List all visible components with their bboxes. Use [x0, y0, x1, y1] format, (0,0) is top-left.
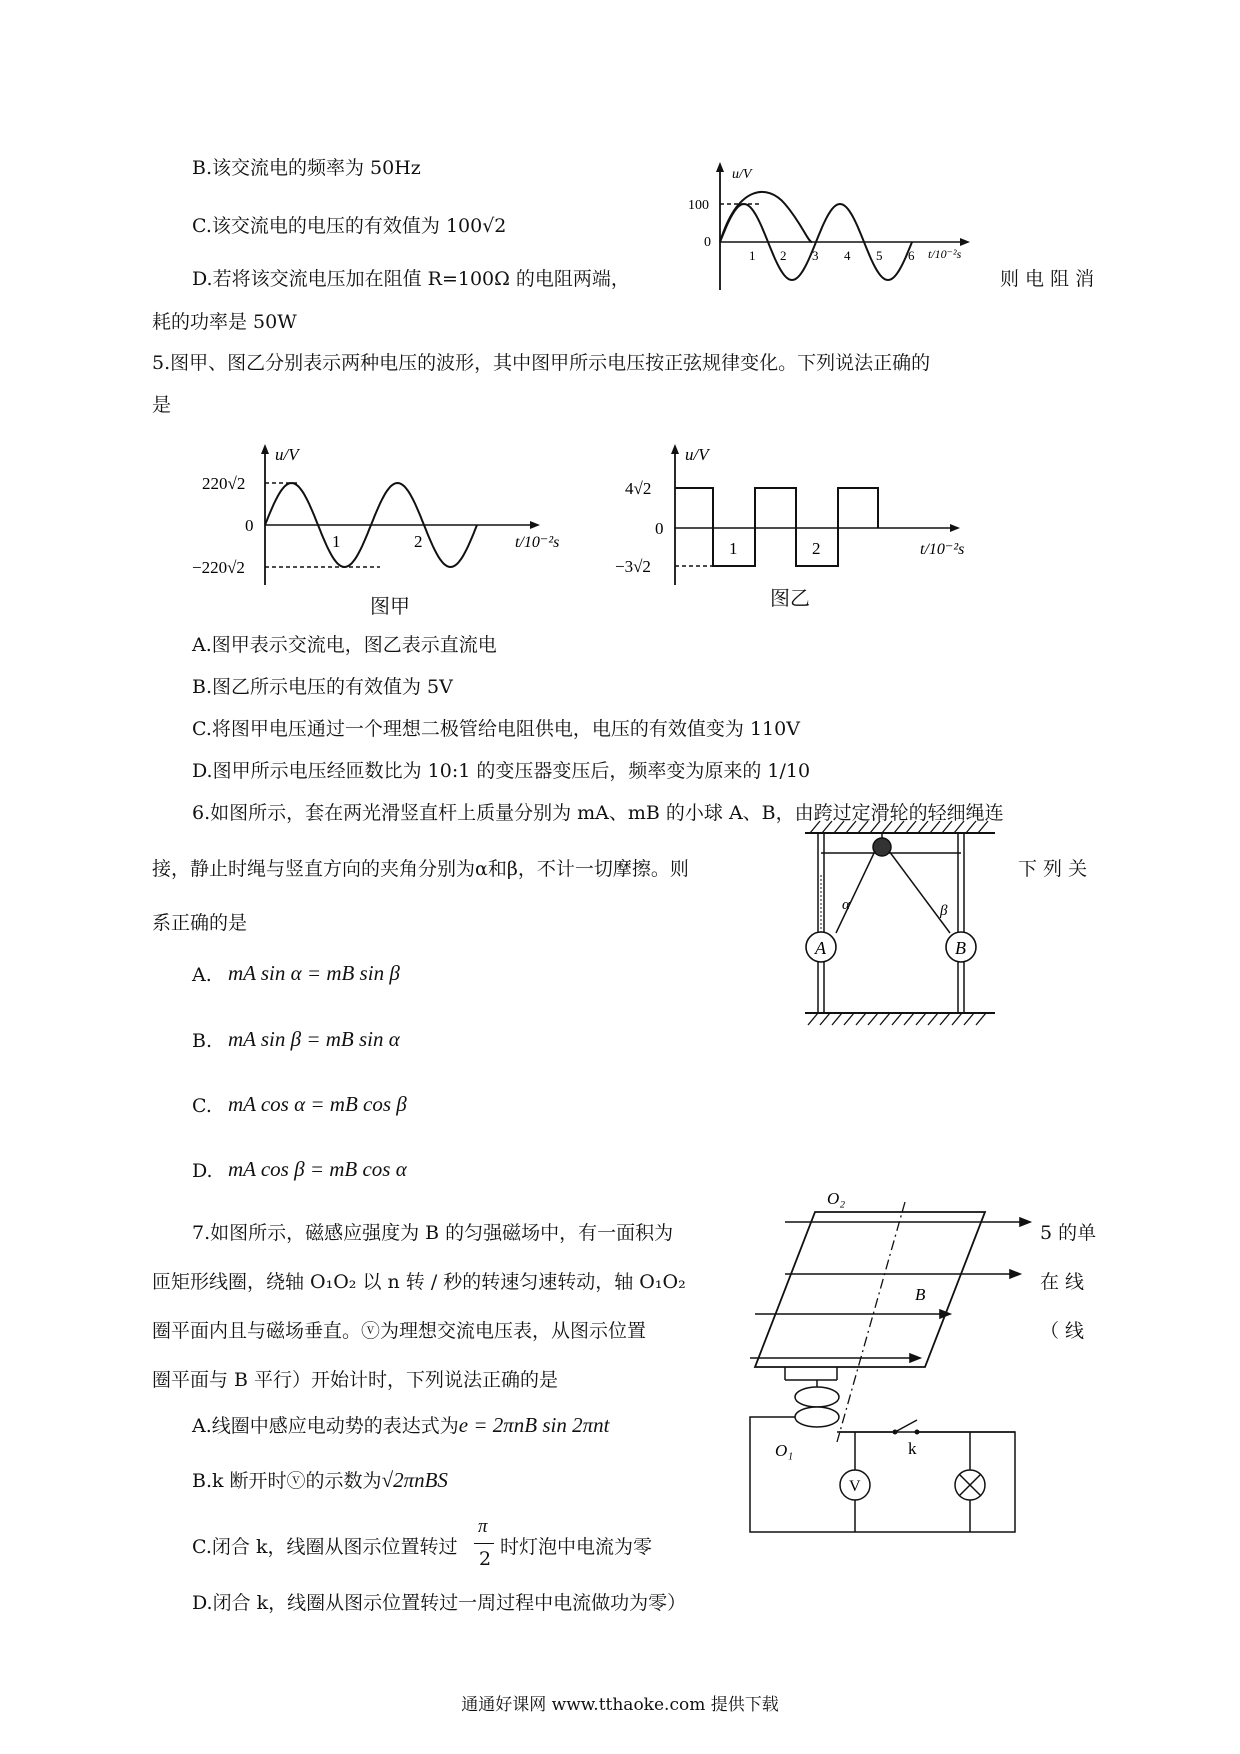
q4-tick-4: 4 — [844, 248, 851, 263]
q5a-zero: 0 — [245, 516, 254, 535]
q5a-ylabel: u/V — [275, 445, 299, 464]
q6-stem-cont-right: 下 列 关 — [1018, 858, 1088, 880]
q6-beta-label: β — [940, 903, 948, 919]
q4-sine-figure — [680, 160, 980, 295]
q5b-xunit: t/10⁻²s — [920, 541, 965, 558]
q7-b-label: B — [915, 1285, 926, 1304]
q5a-xunit: t/10⁻²s — [515, 534, 560, 551]
page-footer: 通通好课网 www.tthaoke.com 提供下载 — [461, 1695, 779, 1715]
q4-option-c: C.该交流电的电压的有效值为 100√2 — [192, 215, 507, 237]
q5a-ymin: −220√2 — [192, 558, 245, 577]
q7-option-c-fraction-den: 2 — [479, 1548, 492, 1570]
q6-option-d: mA cos β = mB cos α — [228, 1157, 407, 1181]
q7-option-b-formula: √2πnBS — [381, 1468, 448, 1492]
q7-stem-line2-right: 在 线 — [1040, 1271, 1085, 1293]
q6-option-c-label: C. — [192, 1095, 212, 1117]
q7-option-b — [192, 1467, 448, 1494]
q6-alpha-label: α — [842, 897, 850, 913]
q7-option-c-fraction-bar — [474, 1543, 494, 1544]
q4-option-d-end: 耗的功率是 50W — [152, 311, 297, 333]
q6-option-b-label: B. — [192, 1030, 213, 1052]
q7-k-label: k — [908, 1439, 917, 1458]
q4-ymax: 100 — [688, 198, 709, 213]
q5a-tick-2: 2 — [414, 532, 423, 551]
q5b-ymax: 4√2 — [625, 479, 652, 498]
q7-option-c-end: 时灯泡中电流为零 — [500, 1536, 653, 1558]
q5-caption-yi: 图乙 — [770, 586, 810, 610]
q5-caption-jia: 图甲 — [370, 594, 410, 618]
q4-tick-3: 3 — [812, 248, 819, 263]
q6-option-a: mA sin α = mB sin β — [228, 961, 400, 985]
q6-option-d-label: D. — [192, 1160, 213, 1182]
q6-option-c: mA cos α = mB cos β — [228, 1092, 407, 1116]
q6-stem-end: 系正确的是 — [152, 912, 248, 934]
q4-option-d: D.若将该交流电压加在阻值 R=100Ω 的电阻两端， — [192, 268, 630, 290]
q4-option-d-cont: 则 电 阻 消 — [1000, 268, 1095, 290]
q5a-tick-1: 1 — [332, 532, 341, 551]
q5b-tick-2: 2 — [812, 539, 821, 558]
q7-stem-line3: 圈平面内且与磁场垂直。ⓥ为理想交流电压表，从图示位置 — [152, 1320, 647, 1342]
q7-stem-line4: 圈平面与 B 平行）开始计时，下列说法正确的是 — [152, 1369, 559, 1391]
q5-option-c: C.将图甲电压通过一个理想二极管给电阻供电，电压的有效值变为 110V — [192, 718, 800, 740]
q4-option-b: B.该交流电的频率为 50Hz — [192, 157, 421, 179]
q4-tick-6: 6 — [908, 248, 915, 263]
q5-figure-jia — [190, 440, 590, 590]
q7-voltmeter-label: V — [849, 1478, 861, 1495]
q6-stem-cont: 接，静止时绳与竖直方向的夹角分别为α和β，不计一切摩擦。则 — [152, 858, 689, 880]
q7-option-a-text: A.线圈中感应电动势的表达式为 — [192, 1415, 459, 1437]
q7-stem-line3-right: （ 线 — [1040, 1320, 1085, 1342]
q4-tick-2: 2 — [780, 248, 787, 263]
q5b-ymin: −3√2 — [615, 557, 651, 576]
q7-coil-figure — [745, 1192, 1035, 1547]
q7-option-c-text: C.闭合 k，线圈从图示位置转过 — [192, 1536, 458, 1558]
q5b-zero: 0 — [655, 519, 664, 538]
q4-zero: 0 — [704, 235, 711, 250]
q7-stem-line1: 7.如图所示，磁感应强度为 B 的匀强磁场中，有一面积为 — [192, 1222, 674, 1244]
q5-stem-cont: 是 — [152, 394, 172, 416]
q6-ball-a: A — [815, 938, 826, 958]
q4-tick-5: 5 — [876, 248, 883, 263]
q5-stem: 5.图甲、图乙分别表示两种电压的波形，其中图甲所示电压按正弦规律变化。下列说法正确的 — [152, 352, 931, 374]
q7-stem-line1-right: 5 的单 — [1040, 1222, 1097, 1244]
q4-xunit: t/10⁻²s — [928, 247, 962, 261]
q7-o2-label: O₂ — [827, 1192, 846, 1208]
q7-option-c — [192, 1534, 457, 1560]
q7-option-a — [192, 1412, 609, 1439]
q5-figure-yi — [615, 440, 995, 590]
q5-option-b: B.图乙所示电压的有效值为 5V — [192, 676, 453, 698]
q4-tick-1: 1 — [749, 248, 756, 263]
q4-ylabel: u/V — [732, 167, 752, 182]
q7-option-d: D.闭合 k，线圈从图示位置转过一周过程中电流做功为零） — [192, 1592, 687, 1614]
q5b-ylabel: u/V — [685, 445, 709, 464]
q7-o1-label: O₁ — [775, 1441, 794, 1460]
q7-option-a-formula: e = 2πnB sin 2πnt — [458, 1413, 610, 1437]
q5-option-a: A.图甲表示交流电，图乙表示直流电 — [192, 634, 497, 656]
q7-option-b-text: B.k 断开时ⓥ的示数为 — [192, 1470, 382, 1492]
q7-stem-line2: 匝矩形线圈，绕轴 O₁O₂ 以 n 转 / 秒的转速匀速转动，轴 O₁O₂ — [152, 1271, 686, 1293]
q6-option-a-label: A. — [192, 964, 212, 986]
q6-option-b: mA sin β = mB sin α — [228, 1027, 400, 1051]
q5a-ymax: 220√2 — [202, 474, 246, 493]
q7-option-c-fraction-num: π — [478, 1516, 488, 1537]
q6-stem: 6.如图所示，套在两光滑竖直杆上质量分别为 mA、mB 的小球 A、B，由跨过定滑轮的轻细绳连 — [192, 802, 1004, 824]
q5b-tick-1: 1 — [729, 539, 738, 558]
q5-option-d: D.图甲所示电压经匝数比为 10:1 的变压器变压后，频率变为原来的 1/10 — [192, 760, 811, 782]
q6-pulley-figure — [800, 815, 1000, 1030]
q6-ball-b: B — [955, 938, 966, 958]
